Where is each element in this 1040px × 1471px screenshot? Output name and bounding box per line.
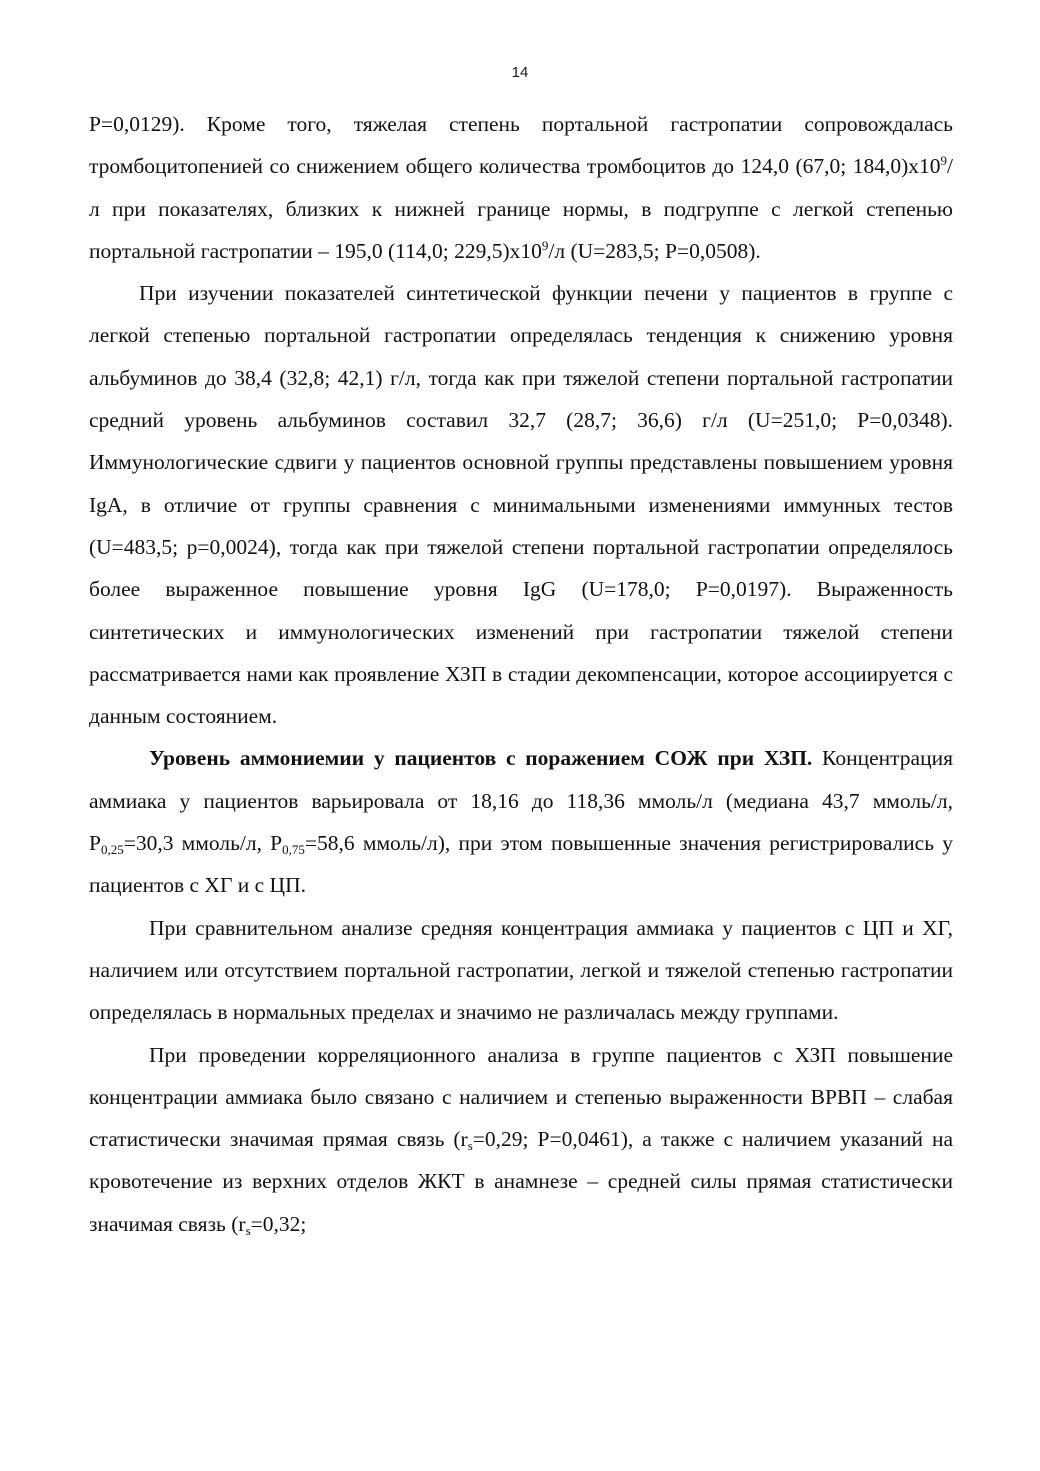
paragraph-correlation-analysis — [89, 1034, 953, 1245]
paragraph-synthetic-function: При изучении показателей синтетической функции печени у пациентов в группе с легкой степенью портальной гастропатии определялась тенденция к снижению уровня альбуминов до 38,4 (32,8; 42,1) г/л, тогда как при тяжелой степени портальной гастропатии средний уровень альбуминов составил 32,7 (28,7; 36,6) г/л (U=251,0; P=0,0348). Иммунологические сдвиги у пациентов основной группы представлены повышением уровня IgA, в отличие от группы сравнения с минимальными изменениями иммунных тестов (U=483,5; p=0,0024), тогда как при тяжелой степени портальной гастропатии определялось более выраженное повышение уровня IgG (U=178,0; P=0,0197). Выраженность синтетических и иммунологических изменений при гастропатии тяжелой степени рассматривается нами как проявление ХЗП в стадии декомпенсации, которое ассоциируется с данным состоянием. — [89, 281, 953, 729]
subscript: 0,75 — [282, 842, 305, 858]
text-run: P=0,0129). Кроме того, тяжелая степень портальной гастропатии сопровождалась тромбоцитопенией со снижением общего количества тромбоцитов до 124,0 (67,0; 184,0)x10 — [89, 112, 953, 179]
superscript: 9 — [541, 237, 549, 253]
subscript: s — [245, 1222, 251, 1238]
section-heading: Уровень аммониемии у пациентов с поражением СОЖ при ХЗП. — [149, 746, 813, 771]
text-run: =30,3 ммоль/л, P — [123, 831, 283, 856]
text-run: /л при показателях, близких к нижней границе нормы, в подгруппе с легкой степенью портальной гастропатии – 195,0 (114,0; 229,5)x10 — [89, 154, 953, 263]
text-run: Концентрация аммиака у пациентов варьировала от 18,16 до 118,36 ммоль/л (медиана 43,7 ммоль/л, P — [89, 746, 953, 856]
superscript: 9 — [940, 153, 948, 169]
paragraph-ammonemia — [89, 737, 953, 906]
body-text — [89, 103, 953, 1245]
subscript: 0,25 — [100, 842, 124, 858]
subscript: s — [467, 1138, 473, 1154]
text-run: =0,32; — [250, 1211, 307, 1236]
page-number: 14 — [511, 64, 529, 81]
text-run: При проведении корреляционного анализа в группе пациентов с ХЗП повышение концентрации аммиака было связано с наличием и степенью выраженности ВРВП – слабая статистически значимая прямая связь (r — [89, 1042, 953, 1152]
paragraph-platelets — [89, 103, 953, 272]
paragraph-comparative-analysis: При сравнительном анализе средняя концентрация аммиака у пациентов с ЦП и ХГ, наличием или отсутствием портальной гастропатии, легкой и тяжелой степенью гастропатии определялась в нормальных пределах и значимо не различалась между группами. — [89, 915, 953, 1025]
text-run: /л (U=283,5; P=0,0508). — [548, 238, 761, 263]
text-run: =0,29; P=0,0461), а также с наличием указаний на кровотечение из верхних отделов ЖКТ в анамнезе – средней силы прямая статистически значимая связь (r — [89, 1127, 953, 1236]
text-run: =58,6 ммоль/л), при этом повышенные значения регистрировались у пациентов с ХГ и с ЦП. — [89, 831, 953, 898]
